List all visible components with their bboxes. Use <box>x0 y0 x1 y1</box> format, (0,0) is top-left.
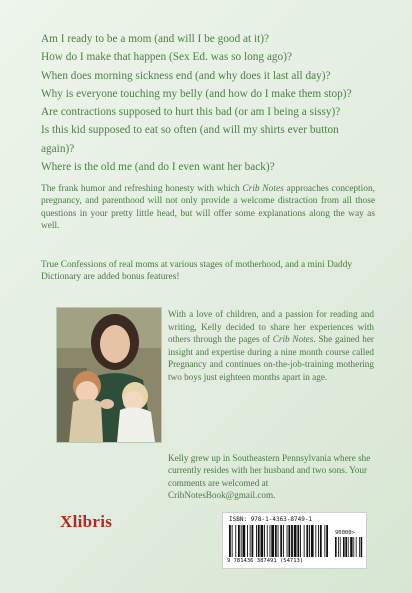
barcode-bar <box>243 525 246 557</box>
barcode-bar <box>250 525 251 557</box>
barcode-bar <box>278 525 279 557</box>
question-item: How do I make that happen (Sex Ed. was so long ago)? <box>41 51 292 64</box>
barcode-bar <box>232 525 233 557</box>
question-item: When does morning sickness end (and why does it last all day)? <box>41 69 331 82</box>
barcode-digits: 9 781436 387491 (54713) <box>227 558 304 564</box>
author-contact: Kelly grew up in Southeastern Pennsylvania where she currently resides with her husband and two sons. Your comments are welcomed at CribNotesBook@gmail.com. <box>168 453 371 501</box>
intro-paragraph <box>41 183 375 233</box>
barcode-bar <box>326 525 328 557</box>
barcode-bar <box>258 525 260 557</box>
barcode-bar <box>343 537 345 557</box>
barcode-bar <box>241 525 242 557</box>
question-item: Are contractions supposed to hurt this bad (or am I being a sissy)? <box>41 106 341 119</box>
barcode-bar <box>297 525 299 557</box>
barcode-bar <box>306 525 308 557</box>
barcode-bar <box>275 525 277 557</box>
barcode-bar <box>318 525 319 557</box>
barcode-bar <box>256 525 257 557</box>
barcode-bar <box>280 525 282 557</box>
barcode-bar <box>335 537 337 557</box>
price-code: 90000> <box>335 530 355 536</box>
barcode-bar <box>309 525 310 557</box>
barcode-bar <box>288 525 290 557</box>
barcode-bar <box>247 525 248 557</box>
isbn-barcode <box>222 512 367 569</box>
barcode-bar <box>348 537 349 557</box>
barcode-bar <box>338 537 339 557</box>
barcode-bar <box>300 525 301 557</box>
bonus-features-paragraph: True Confessions of real moms at various stages of motherhood, and a mini Daddy Dictionary are added bonus features! <box>41 260 353 283</box>
barcode-bar <box>264 525 265 557</box>
barcode-bar <box>315 525 316 557</box>
barcode-bar <box>291 525 293 557</box>
isbn-label: ISBN: 978-1-4363-8749-1 <box>229 516 313 523</box>
barcode-bar <box>345 537 347 557</box>
barcode-bar <box>359 537 360 557</box>
barcode-bar <box>324 525 325 557</box>
barcode-bar <box>287 525 288 557</box>
barcode-bar <box>350 537 352 557</box>
author-bio <box>168 308 374 384</box>
intro-text: approaches conception, pregnancy, and parenthood will not only provide a welcome distraction from all those questions in your pretty little head, but will offer some explanations along the way as well. <box>41 184 375 232</box>
question-item: Is this kid supposed to eat so often (and will my shirts ever button again)? <box>41 124 339 155</box>
intro-text: The frank humor and refreshing honesty with which <box>41 184 243 194</box>
publisher-logo-text: Xlibris <box>60 512 113 531</box>
barcode-bar <box>271 525 274 557</box>
bio-text: With a love of children, and a passion for reading and writing, Kelly decided to share her experiences with others through the pages of <box>168 309 374 345</box>
barcode-bar <box>229 525 231 557</box>
barcode-bar <box>270 525 271 557</box>
barcode-bar <box>267 525 268 557</box>
barcode-bar <box>361 537 363 557</box>
barcode-bar <box>320 525 322 557</box>
question-item: Why is everyone touching my belly (and how do I make them stop)? <box>41 87 352 100</box>
barcode-bar <box>311 525 314 557</box>
book-title: Crib Notes <box>242 184 284 194</box>
author-photo <box>56 307 162 443</box>
barcode-bar <box>238 525 240 557</box>
question-item: Am I ready to be a mom (and will I be good at it)? <box>41 33 270 45</box>
publisher-logo <box>60 512 112 532</box>
barcode-bar <box>356 537 357 557</box>
barcode-bar <box>283 525 284 557</box>
barcode-bar <box>353 537 354 557</box>
barcode-bar <box>294 525 297 557</box>
barcode-bar <box>235 525 236 557</box>
barcode-bar <box>304 525 305 557</box>
barcode-bar <box>252 525 254 557</box>
barcode-bar <box>261 525 264 557</box>
question-list <box>41 30 393 176</box>
question-item: Where is the old me (and do I even want her back)? <box>41 161 275 174</box>
barcode-bar <box>340 537 341 557</box>
book-title: Crib Notes <box>272 334 314 345</box>
bio-text: . She gained her insight and expertise during a nine month course called Pregnancy and continues on-the-job-training mothering two boys just eighteen months apart in age. <box>168 334 374 382</box>
